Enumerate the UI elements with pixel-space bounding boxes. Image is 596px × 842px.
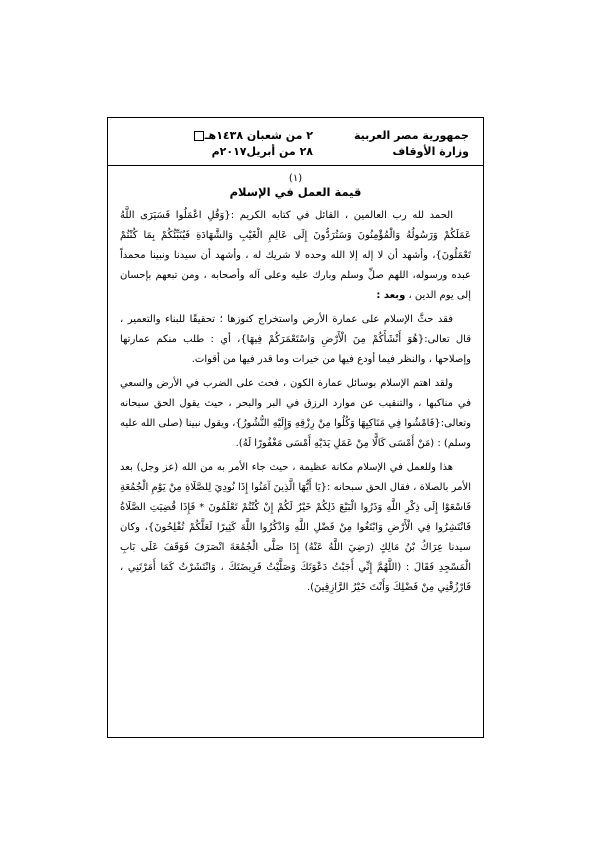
sermon-title: قيمة العمل في الإسلام (229, 185, 362, 199)
paragraph-text: ولقد اهتم الإسلام بوسائل عمارة الكون ، فحث على الضرب في الأرض والسعي في مناكبها ، والتنقيب عن موارد الرزق في البر والبحر ، حيث يقول الحق سبحانه وتعالى:{فَامْشُوا فِي مَنَاكِبِهَا وَكُلُوا مِنْ رِزْقِهِ وَإِلَيْهِ النُّشُورُ}، ويقول نبينا (صلى الله عليه وسلم) : (مَنْ أَمْسَى كَالًّا مِنْ عَمَلِ يَدَيْهِ أَمْسَى مَغْفُورًا لَهُ). (120, 378, 471, 449)
paragraph-3 (120, 374, 471, 454)
checkbox-icon (194, 131, 204, 141)
country-name: جمهورية مصر العربية (354, 129, 469, 142)
paragraph-1 (120, 206, 471, 306)
gregorian-date: ٢٨ من أبريل٢٠١٧م (211, 145, 313, 158)
sermon-body (120, 170, 471, 731)
issuer-block (354, 128, 469, 160)
paragraph-text: هذا وللعمل في الإسلام مكانة عظيمة ، حيث جاء الأمر به من الله (عز وجل) بعد الأمر بالصلاة ، فقال الحق سبحانه :{يَا أَيُّهَا الَّذِينَ آمَنُوا إِذَا نُودِيَ لِلصَّلَاةِ مِنْ يَوْمِ الْجُمُعَةِ فَاسْعَوْا إِلَى ذِكْرِ اللَّهِ وَذَرُوا الْبَيْعَ ذَلِكُمْ خَيْرٌ لَكُمْ إِنْ كُنْتُمْ تَعْلَمُونَ * فَإِذَا قُضِيَتِ الصَّلَاةُ فَانْتَشِرُوا فِي الْأَرْضِ وَابْتَغُوا مِنْ فَضْلِ اللَّهِ وَاذْكُرُوا اللَّهَ كَثِيرًا لَعَلَّكُمْ تُفْلِحُونَ}، وكان سيدنا عِرَاكُ بْنُ مَالِكٍ (رَضِيَ اللَّهُ عَنْهُ) إِذَا صَلَّى الْجُمُعَةَ انْصَرَفَ فَوَقَفَ عَلَى بَابِ الْمَسْجِدِ فَقَالَ : (اللَّهُمَّ إِنِّي أَجَبْتُ دَعْوَتَكَ وَصَلَّيْتُ فَرِيضَتَكَ ، وَانْتَشَرْتُ كَمَا أَمَرْتَنِي ، فَارْزُقْنِي مِنْ فَضْلِكَ وَأَنْتَ خَيْرُ الرَّازِقِينَ). (120, 462, 471, 593)
sermon-number: (١) (288, 173, 303, 184)
ministry-name: وزارة الأوقاف (392, 145, 469, 158)
document-header (108, 118, 483, 166)
date-block (194, 128, 313, 160)
paragraph-2 (120, 310, 471, 370)
document-frame (107, 117, 484, 738)
hijri-date: ٢ من شعبان ١٤٣٨هـ (204, 129, 313, 142)
hijri-date-line (194, 128, 313, 144)
paragraph-bold-tail: وبعد : (376, 290, 406, 301)
paragraph-text: الحمد لله رب العالمين ، القائل في كتابه الكريم :{وَقُلِ اعْمَلُوا فَسَيَرَى اللَّهُ عَمَلَكُمْ وَرَسُولُهُ وَالْمُؤْمِنُونَ وَسَتُرَدُّونَ إِلَى عَالِمِ الْغَيْبِ وَالشَّهَادَةِ فَيُنَبِّئُكُمْ بِمَا كُنْتُمْ تَعْمَلُونَ}، وأشهد أن لا إله إلا الله وحده لا شريك له ، وأشهد أن سيدنا ونبينا محمداً عبده ورسوله، اللهم صلِّ وسلم وبارك عليه وعلى آله وأصحابه ، ومن تبعهم بإحسان إلى يوم الدين ، (120, 210, 471, 301)
paragraph-4 (120, 458, 471, 598)
paragraph-text: فقد حثَّ الإسلام على عمارة الأرض واستخراج كنوزها ؛ تحقيقًا للبناء والتعمير ، قال تعالى:{هُوَ أَنْشَأَكُمْ مِنَ الْأَرْضِ وَاسْتَعْمَرَكُمْ فِيهَا}، أي : طلب منكم عمارتها وإصلاحها ، والنظر فيما أودع فيها من خيرات وما قدر فيها من أقوات. (120, 314, 471, 365)
